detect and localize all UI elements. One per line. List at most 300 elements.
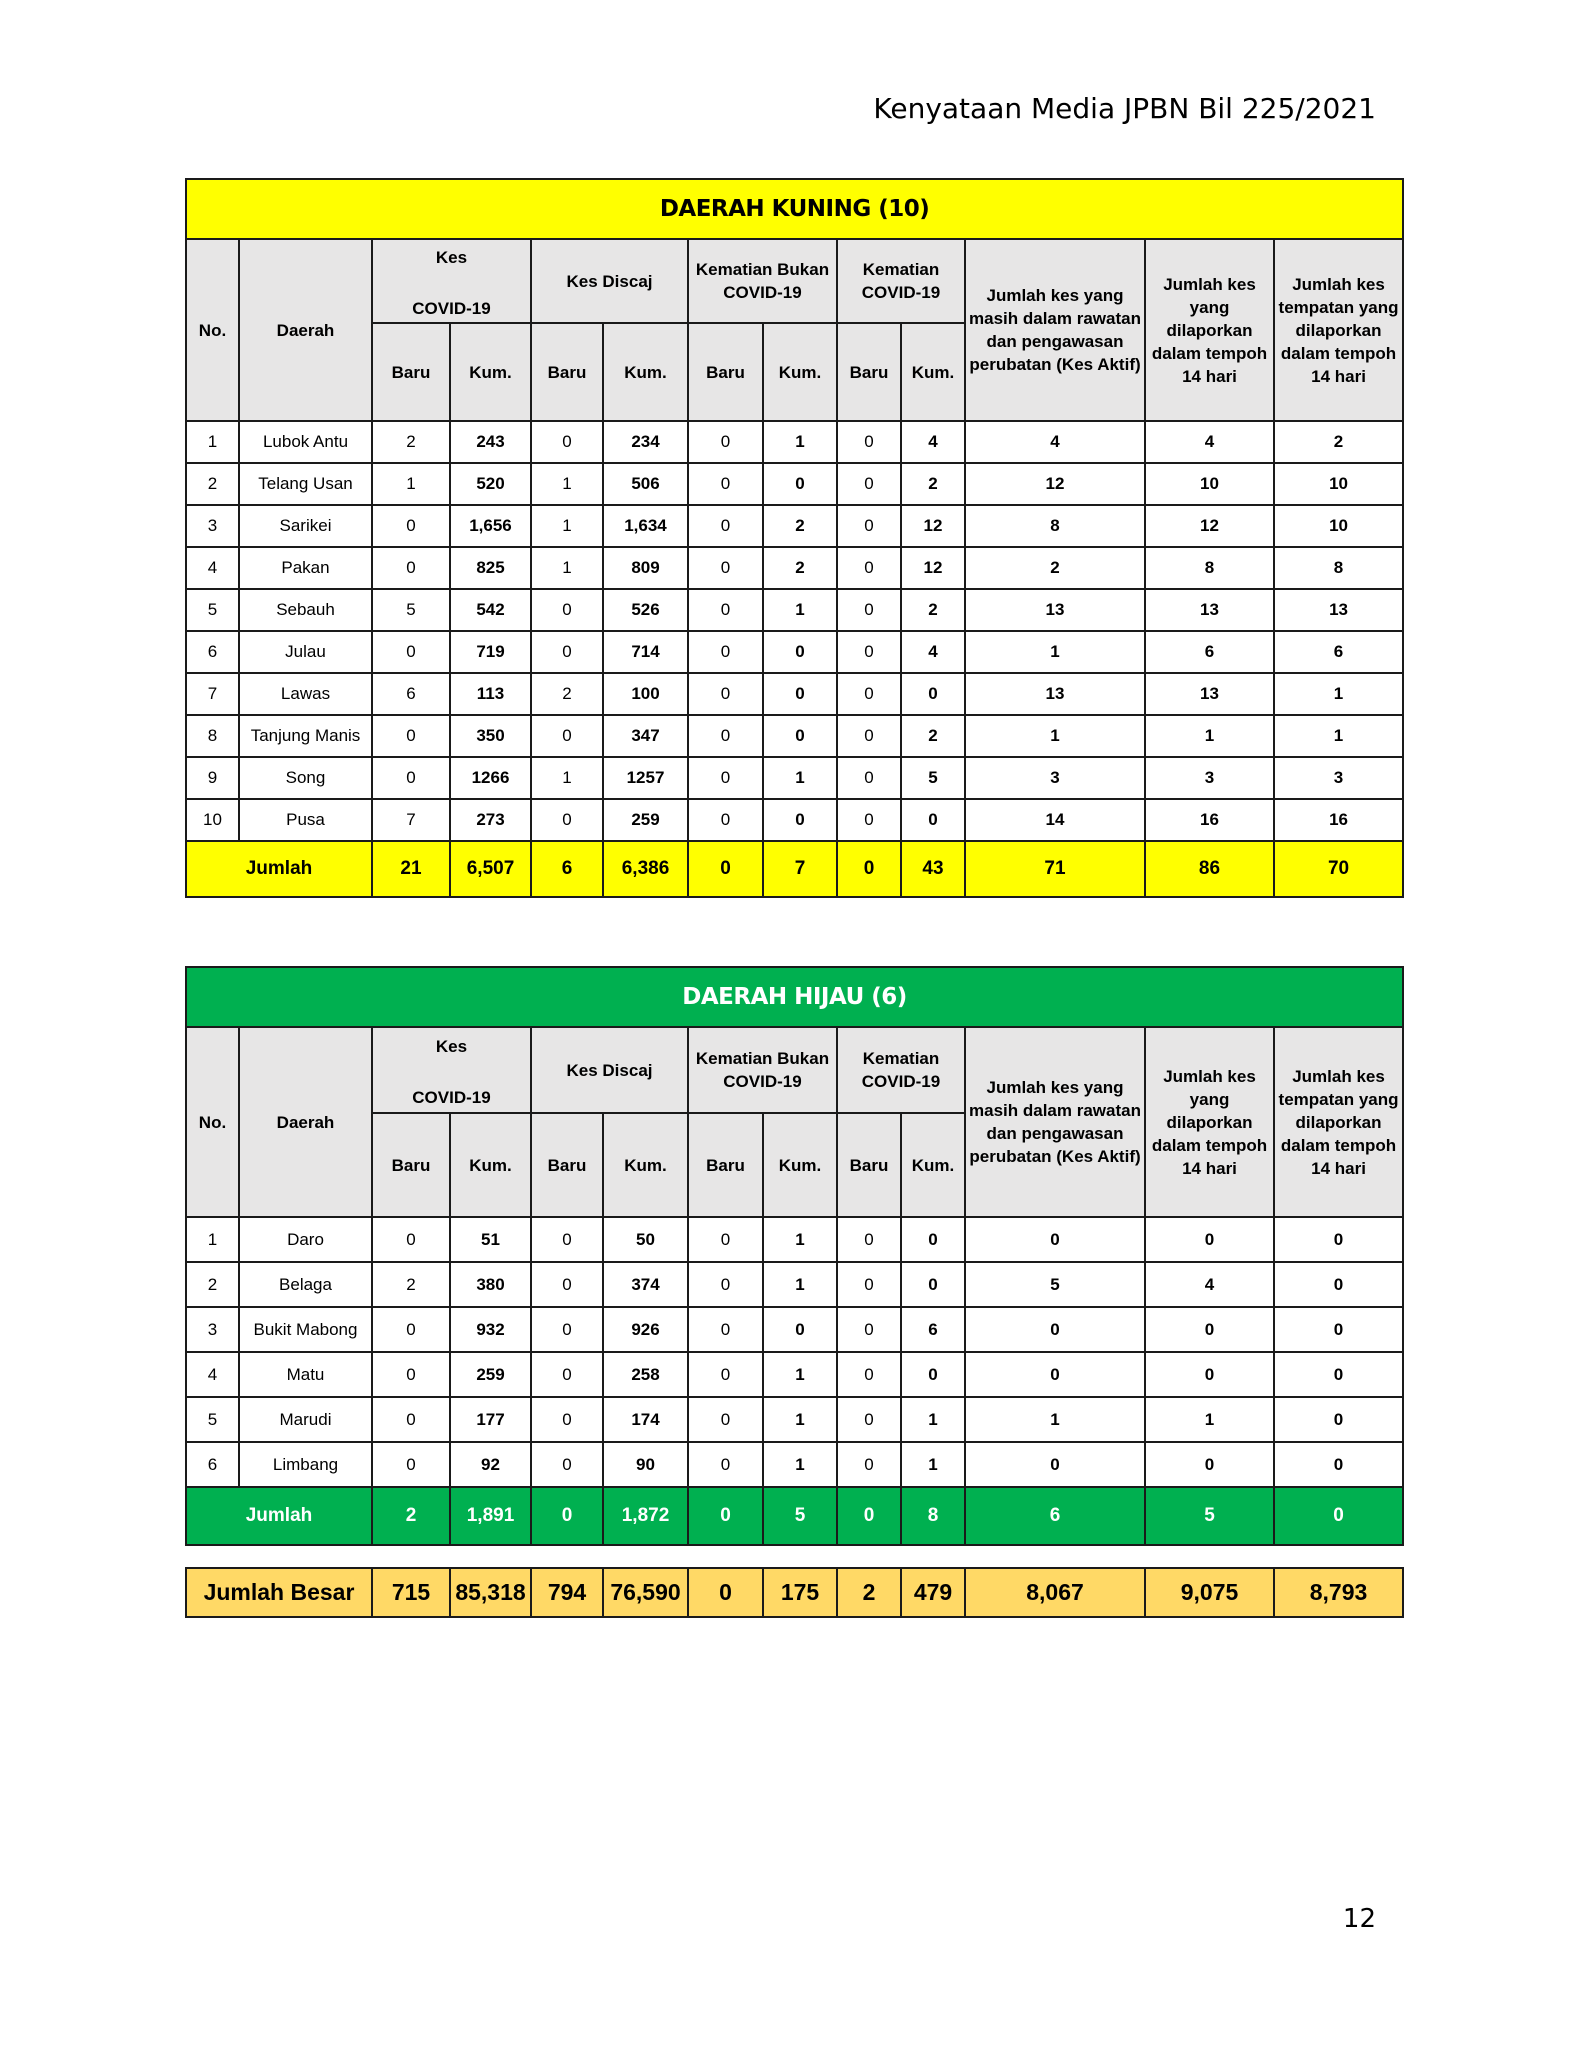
table-cell: 13 (1274, 589, 1403, 631)
table-cell: 3 (965, 757, 1145, 799)
table-cell: 0 (837, 1262, 901, 1307)
row-no: 5 (186, 1397, 239, 1442)
table-cell: 0 (531, 799, 603, 841)
row-no: 6 (186, 631, 239, 673)
table-row (186, 1442, 1403, 1487)
row-no: 5 (186, 589, 239, 631)
table-cell: 1 (901, 1442, 965, 1487)
table-cell: 0 (1274, 1307, 1403, 1352)
row-daerah: Lawas (239, 673, 372, 715)
col-header-kum: Kum. (901, 323, 965, 421)
table-row (186, 463, 1403, 505)
table-cell: 719 (450, 631, 531, 673)
table-cell: 0 (837, 631, 901, 673)
table-cell: 10 (1274, 505, 1403, 547)
table-cell: 809 (603, 547, 688, 589)
table-cell: 0 (531, 421, 603, 463)
total-cell: 0 (688, 1487, 763, 1545)
table-row (186, 1262, 1403, 1307)
table-cell: 1 (763, 1442, 837, 1487)
table-cell: 8 (1274, 547, 1403, 589)
table-row (186, 589, 1403, 631)
col-header-kum: Kum. (603, 1113, 688, 1217)
table-cell: 1 (965, 631, 1145, 673)
table-cell: 13 (1145, 673, 1274, 715)
table-cell: 0 (1274, 1397, 1403, 1442)
table-cell: 5 (965, 1262, 1145, 1307)
table-cell: 0 (1274, 1442, 1403, 1487)
table-cell: 0 (688, 631, 763, 673)
total-row (186, 1487, 1403, 1545)
row-daerah: Matu (239, 1352, 372, 1397)
table-cell: 0 (688, 1262, 763, 1307)
col-header-baru: Baru (837, 323, 901, 421)
grand-total-row (186, 1568, 1403, 1617)
grand-total-cell: 8,793 (1274, 1568, 1403, 1617)
table-cell: 0 (531, 1397, 603, 1442)
table-cell: 0 (837, 1352, 901, 1397)
table-cell: 926 (603, 1307, 688, 1352)
table-cell: 0 (372, 715, 450, 757)
col-header-kes-covid: Kes COVID-19 (372, 1027, 531, 1113)
table-cell: 1 (372, 463, 450, 505)
col-header-discaj: Kes Discaj (531, 1027, 688, 1113)
table-cell: 0 (688, 1397, 763, 1442)
table-cell: 526 (603, 589, 688, 631)
row-daerah: Limbang (239, 1442, 372, 1487)
total-cell: 6 (531, 841, 603, 897)
table-cell: 0 (688, 421, 763, 463)
table-cell: 8 (965, 505, 1145, 547)
total-cell: 1,891 (450, 1487, 531, 1545)
table-cell: 0 (372, 1442, 450, 1487)
grand-total-cell: 9,075 (1145, 1568, 1274, 1617)
total-cell: 5 (1145, 1487, 1274, 1545)
table-cell: 4 (1145, 1262, 1274, 1307)
table-cell: 16 (1274, 799, 1403, 841)
table-cell: 0 (763, 463, 837, 505)
total-row (186, 841, 1403, 897)
table-cell: 0 (837, 1442, 901, 1487)
table-cell: 0 (372, 1307, 450, 1352)
total-label: Jumlah (186, 841, 372, 897)
table-cell: 5 (372, 589, 450, 631)
table-row (186, 799, 1403, 841)
table-cell: 0 (837, 589, 901, 631)
table-cell: 0 (688, 1217, 763, 1262)
table-cell: 714 (603, 631, 688, 673)
table-cell: 13 (965, 673, 1145, 715)
grand-total-cell: 175 (763, 1568, 837, 1617)
table-cell: 6 (372, 673, 450, 715)
total-cell: 6 (965, 1487, 1145, 1545)
table-cell: 0 (1145, 1217, 1274, 1262)
col-header-dilaporkan: Jumlah kes yang dilaporkan dalam tempoh 14 hari (1145, 1027, 1274, 1217)
table-cell: 0 (372, 505, 450, 547)
total-cell: 0 (531, 1487, 603, 1545)
table-cell: 12 (901, 547, 965, 589)
table-row (186, 547, 1403, 589)
row-daerah: Bukit Mabong (239, 1307, 372, 1352)
table-cell: 177 (450, 1397, 531, 1442)
table-row (186, 1307, 1403, 1352)
table-cell: 0 (837, 547, 901, 589)
total-cell: 21 (372, 841, 450, 897)
table-cell: 0 (531, 1307, 603, 1352)
col-header-kum: Kum. (763, 323, 837, 421)
total-cell: 8 (901, 1487, 965, 1545)
table-jumlah-besar (185, 1567, 1404, 1618)
table-cell: 0 (688, 799, 763, 841)
table-cell: 0 (372, 547, 450, 589)
table-cell: 0 (688, 505, 763, 547)
col-header-kematian-bukan: Kematian Bukan COVID-19 (688, 1027, 837, 1113)
table-cell: 1,634 (603, 505, 688, 547)
row-no: 4 (186, 547, 239, 589)
section-title: DAERAH KUNING (10) (186, 179, 1403, 239)
col-header-no: No. (186, 239, 239, 421)
table-cell: 0 (531, 631, 603, 673)
table-cell: 258 (603, 1352, 688, 1397)
table-cell: 2 (901, 715, 965, 757)
table-cell: 374 (603, 1262, 688, 1307)
table-cell: 10 (1274, 463, 1403, 505)
table-cell: 825 (450, 547, 531, 589)
table-cell: 1 (763, 1352, 837, 1397)
table-cell: 0 (531, 1442, 603, 1487)
table-cell: 0 (372, 1352, 450, 1397)
table-row (186, 673, 1403, 715)
total-cell: 2 (372, 1487, 450, 1545)
col-header-kematian-bukan: Kematian Bukan COVID-19 (688, 239, 837, 323)
table-cell: 1 (763, 1262, 837, 1307)
grand-total-cell: 715 (372, 1568, 450, 1617)
row-daerah: Marudi (239, 1397, 372, 1442)
table-cell: 1,656 (450, 505, 531, 547)
row-daerah: Tanjung Manis (239, 715, 372, 757)
table-cell: 0 (531, 589, 603, 631)
total-cell: 5 (763, 1487, 837, 1545)
total-cell: 70 (1274, 841, 1403, 897)
row-no: 2 (186, 1262, 239, 1307)
table-cell: 4 (901, 421, 965, 463)
table-cell: 0 (837, 1397, 901, 1442)
col-header-baru: Baru (372, 1113, 450, 1217)
table-cell: 273 (450, 799, 531, 841)
col-header-baru: Baru (837, 1113, 901, 1217)
table-row (186, 715, 1403, 757)
table-cell: 1266 (450, 757, 531, 799)
table-cell: 0 (837, 421, 901, 463)
table-cell: 0 (837, 1217, 901, 1262)
table-cell: 3 (1274, 757, 1403, 799)
table-cell: 0 (531, 1217, 603, 1262)
table-cell: 542 (450, 589, 531, 631)
table-cell: 1 (531, 463, 603, 505)
table-cell: 0 (1274, 1217, 1403, 1262)
table-cell: 259 (603, 799, 688, 841)
table-cell: 174 (603, 1397, 688, 1442)
table-cell: 1 (763, 589, 837, 631)
table-cell: 0 (837, 799, 901, 841)
table-cell: 0 (688, 1442, 763, 1487)
total-cell: 43 (901, 841, 965, 897)
total-cell: 6,507 (450, 841, 531, 897)
table-cell: 14 (965, 799, 1145, 841)
table-cell: 1 (901, 1397, 965, 1442)
table-cell: 0 (688, 463, 763, 505)
table-cell: 2 (763, 547, 837, 589)
table-cell: 0 (688, 757, 763, 799)
grand-total-cell: 479 (901, 1568, 965, 1617)
table-cell: 520 (450, 463, 531, 505)
table-cell: 90 (603, 1442, 688, 1487)
col-header-baru: Baru (688, 1113, 763, 1217)
table-row (186, 1217, 1403, 1262)
table-cell: 347 (603, 715, 688, 757)
table-cell: 2 (965, 547, 1145, 589)
table-cell: 0 (965, 1442, 1145, 1487)
row-daerah: Sarikei (239, 505, 372, 547)
table-cell: 0 (1145, 1442, 1274, 1487)
col-header-daerah: Daerah (239, 239, 372, 421)
table-cell: 6 (1274, 631, 1403, 673)
table-cell: 5 (901, 757, 965, 799)
row-no: 10 (186, 799, 239, 841)
table-cell: 0 (837, 715, 901, 757)
table-cell: 0 (901, 1262, 965, 1307)
table-cell: 100 (603, 673, 688, 715)
table-row (186, 421, 1403, 463)
table-cell: 6 (901, 1307, 965, 1352)
table-cell: 0 (531, 1262, 603, 1307)
col-header-daerah: Daerah (239, 1027, 372, 1217)
total-cell: 86 (1145, 841, 1274, 897)
table-cell: 13 (965, 589, 1145, 631)
total-cell: 0 (837, 1487, 901, 1545)
col-header-kum: Kum. (603, 323, 688, 421)
col-header-discaj: Kes Discaj (531, 239, 688, 323)
table-cell: 10 (1145, 463, 1274, 505)
grand-total-cell: 0 (688, 1568, 763, 1617)
table-cell: 2 (763, 505, 837, 547)
total-cell: 0 (688, 841, 763, 897)
table-cell: 0 (531, 1352, 603, 1397)
table-cell: 0 (688, 589, 763, 631)
table-cell: 1 (763, 1217, 837, 1262)
grand-total-cell: 8,067 (965, 1568, 1145, 1617)
table-cell: 0 (688, 1307, 763, 1352)
table-cell: 1 (531, 757, 603, 799)
table-cell: 2 (1274, 421, 1403, 463)
table-cell: 0 (837, 505, 901, 547)
table-cell: 932 (450, 1307, 531, 1352)
grand-total-cell: 794 (531, 1568, 603, 1617)
table-cell: 16 (1145, 799, 1274, 841)
table-cell: 0 (837, 757, 901, 799)
table-cell: 4 (1145, 421, 1274, 463)
row-daerah: Sebauh (239, 589, 372, 631)
table-row (186, 505, 1403, 547)
col-header-aktif: Jumlah kes yang masih dalam rawatan dan pengawasan perubatan (Kes Aktif) (965, 239, 1145, 421)
table-row (186, 631, 1403, 673)
row-no: 3 (186, 1307, 239, 1352)
table-cell: 12 (1145, 505, 1274, 547)
table-cell: 0 (901, 1352, 965, 1397)
grand-total-label: Jumlah Besar (186, 1568, 372, 1617)
row-no: 1 (186, 421, 239, 463)
table-cell: 0 (763, 673, 837, 715)
col-header-kematian-covid: Kematian COVID-19 (837, 1027, 965, 1113)
header-reference: Kenyataan Media JPBN Bil 225/2021 (873, 92, 1376, 125)
total-cell: 0 (837, 841, 901, 897)
col-header-baru: Baru (531, 323, 603, 421)
table-row (186, 1397, 1403, 1442)
row-no: 7 (186, 673, 239, 715)
table-cell: 0 (531, 715, 603, 757)
row-daerah: Belaga (239, 1262, 372, 1307)
col-header-kum: Kum. (450, 323, 531, 421)
table-cell: 113 (450, 673, 531, 715)
table-cell: 2 (901, 589, 965, 631)
col-header-baru: Baru (688, 323, 763, 421)
table-cell: 1 (1274, 715, 1403, 757)
total-cell: 0 (1274, 1487, 1403, 1545)
table-cell: 1 (763, 421, 837, 463)
table-cell: 243 (450, 421, 531, 463)
table-cell: 0 (763, 799, 837, 841)
table-cell: 0 (837, 463, 901, 505)
col-header-dilaporkan: Jumlah kes yang dilaporkan dalam tempoh 14 hari (1145, 239, 1274, 421)
table-cell: 0 (1274, 1352, 1403, 1397)
table-cell: 0 (901, 673, 965, 715)
row-no: 8 (186, 715, 239, 757)
table-cell: 8 (1145, 547, 1274, 589)
row-no: 9 (186, 757, 239, 799)
section-title: DAERAH HIJAU (6) (186, 967, 1403, 1027)
table-cell: 350 (450, 715, 531, 757)
col-header-baru: Baru (531, 1113, 603, 1217)
table-cell: 0 (763, 715, 837, 757)
table-cell: 1 (531, 505, 603, 547)
table-cell: 2 (531, 673, 603, 715)
table-cell: 1 (1145, 1397, 1274, 1442)
table-cell: 0 (1274, 1262, 1403, 1307)
table-cell: 1 (965, 1397, 1145, 1442)
table-cell: 0 (372, 631, 450, 673)
grand-total-cell: 2 (837, 1568, 901, 1617)
table-cell: 51 (450, 1217, 531, 1262)
row-no: 4 (186, 1352, 239, 1397)
row-no: 6 (186, 1442, 239, 1487)
table-daerah-hijau (185, 966, 1404, 1546)
total-cell: 71 (965, 841, 1145, 897)
col-header-kes-covid: Kes COVID-19 (372, 239, 531, 323)
table-cell: 0 (965, 1307, 1145, 1352)
table-cell: 0 (901, 799, 965, 841)
table-cell: 234 (603, 421, 688, 463)
col-header-aktif: Jumlah kes yang masih dalam rawatan dan pengawasan perubatan (Kes Aktif) (965, 1027, 1145, 1217)
table-cell: 1 (965, 715, 1145, 757)
col-header-kematian-covid: Kematian COVID-19 (837, 239, 965, 323)
table-cell: 12 (965, 463, 1145, 505)
row-no: 2 (186, 463, 239, 505)
table-cell: 380 (450, 1262, 531, 1307)
table-cell: 0 (965, 1217, 1145, 1262)
col-header-kum: Kum. (450, 1113, 531, 1217)
table-cell: 2 (372, 421, 450, 463)
row-daerah: Daro (239, 1217, 372, 1262)
total-cell: 1,872 (603, 1487, 688, 1545)
table-cell: 1 (1145, 715, 1274, 757)
table-cell: 6 (1145, 631, 1274, 673)
row-daerah: Lubok Antu (239, 421, 372, 463)
col-header-tempatan: Jumlah kes tempatan yang dilaporkan dalam tempoh 14 hari (1274, 1027, 1403, 1217)
row-no: 3 (186, 505, 239, 547)
table-cell: 2 (901, 463, 965, 505)
table-cell: 0 (763, 1307, 837, 1352)
col-header-kum: Kum. (901, 1113, 965, 1217)
table-cell: 3 (1145, 757, 1274, 799)
table-cell: 2 (372, 1262, 450, 1307)
row-daerah: Pusa (239, 799, 372, 841)
table-cell: 1 (763, 757, 837, 799)
table-cell: 1 (1274, 673, 1403, 715)
table-cell: 1 (531, 547, 603, 589)
table-cell: 0 (1145, 1307, 1274, 1352)
table-cell: 0 (688, 715, 763, 757)
total-cell: 6,386 (603, 841, 688, 897)
table-row (186, 1352, 1403, 1397)
table-cell: 0 (901, 1217, 965, 1262)
table-cell: 0 (372, 757, 450, 799)
table-cell: 0 (837, 1307, 901, 1352)
col-header-kum: Kum. (763, 1113, 837, 1217)
table-cell: 0 (372, 1397, 450, 1442)
row-no: 1 (186, 1217, 239, 1262)
row-daerah: Pakan (239, 547, 372, 589)
table-cell: 0 (372, 1217, 450, 1262)
table-cell: 1 (763, 1397, 837, 1442)
table-cell: 0 (688, 547, 763, 589)
total-label: Jumlah (186, 1487, 372, 1545)
page-number: 12 (1342, 1904, 1376, 1934)
table-cell: 92 (450, 1442, 531, 1487)
col-header-baru: Baru (372, 323, 450, 421)
col-header-tempatan: Jumlah kes tempatan yang dilaporkan dalam tempoh 14 hari (1274, 239, 1403, 421)
row-daerah: Telang Usan (239, 463, 372, 505)
table-cell: 0 (965, 1352, 1145, 1397)
grand-total-cell: 85,318 (450, 1568, 531, 1617)
table-cell: 4 (901, 631, 965, 673)
table-row (186, 757, 1403, 799)
grand-total-cell: 76,590 (603, 1568, 688, 1617)
table-cell: 4 (965, 421, 1145, 463)
table-cell: 0 (688, 673, 763, 715)
row-daerah: Julau (239, 631, 372, 673)
table-cell: 12 (901, 505, 965, 547)
table-cell: 50 (603, 1217, 688, 1262)
table-cell: 0 (763, 631, 837, 673)
col-header-no: No. (186, 1027, 239, 1217)
table-cell: 7 (372, 799, 450, 841)
row-daerah: Song (239, 757, 372, 799)
table-cell: 506 (603, 463, 688, 505)
table-cell: 13 (1145, 589, 1274, 631)
total-cell: 7 (763, 841, 837, 897)
table-cell: 0 (837, 673, 901, 715)
table-cell: 0 (1145, 1352, 1274, 1397)
